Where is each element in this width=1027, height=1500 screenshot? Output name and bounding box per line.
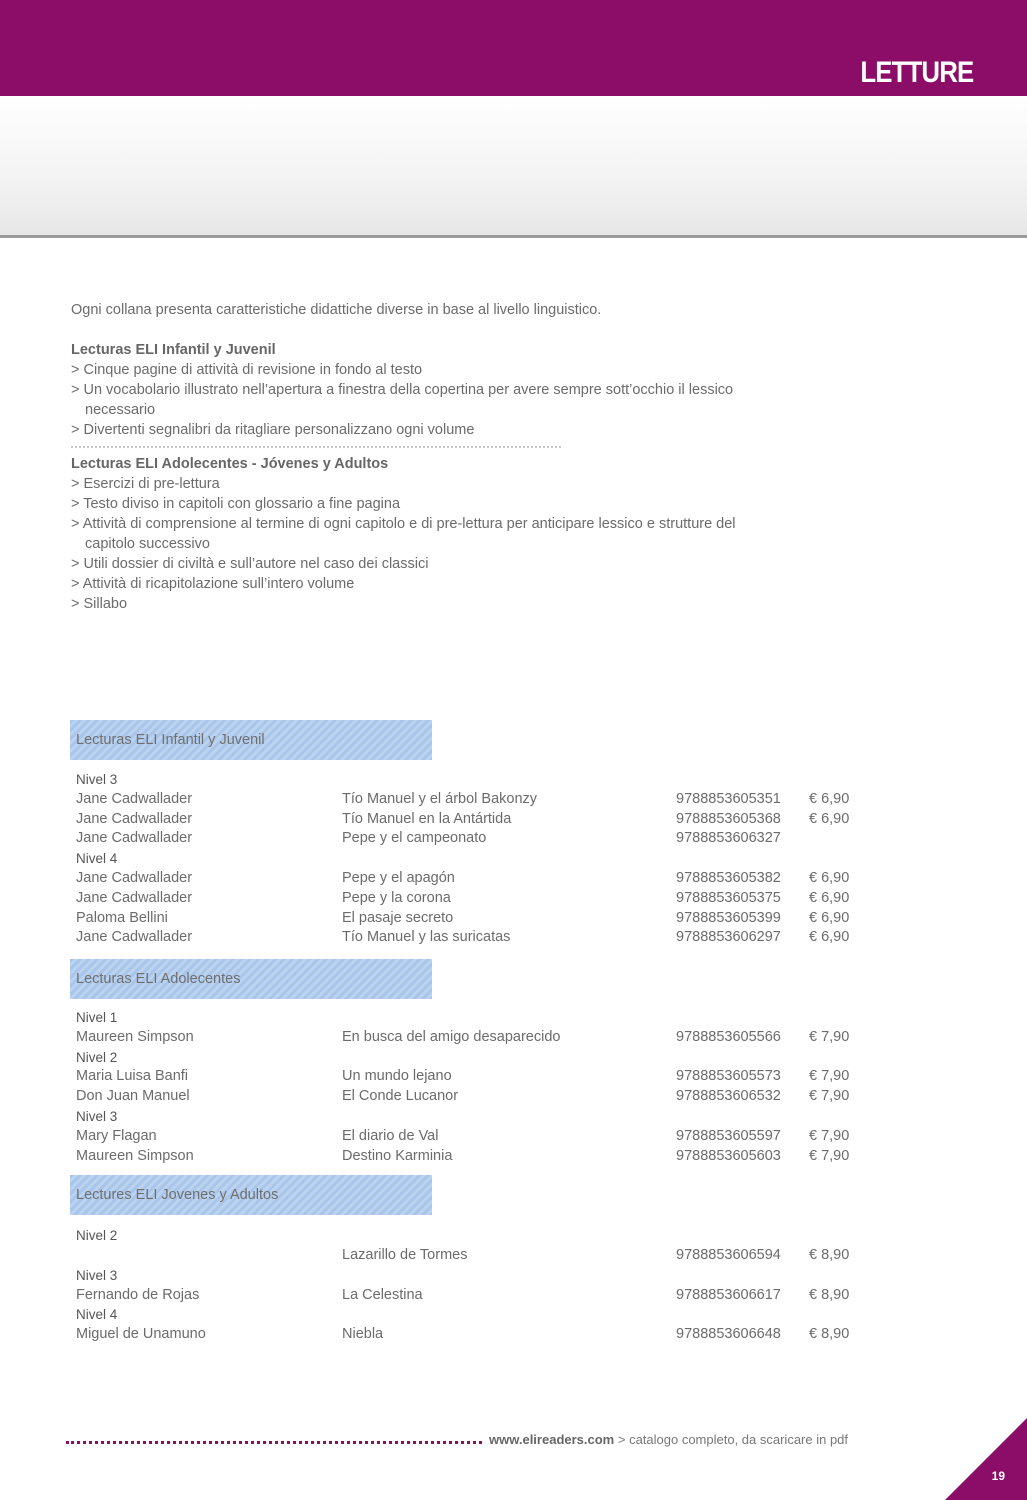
book-isbn: 9788853606532 xyxy=(676,1088,781,1105)
book-price: € 8,90 xyxy=(809,1286,850,1303)
feature-item: > Un vocabolario illustrato nell’apertura a finestra della copertina per avere sempre sott’occhio il lessico necessario xyxy=(71,382,734,418)
intro-block-title: Lecturas ELI Infantil y Juvenil xyxy=(71,342,276,358)
book-author: Maureen Simpson xyxy=(76,1028,194,1045)
book-title: Pepe y el campeonato xyxy=(342,830,487,847)
book-price: € 7,90 xyxy=(809,1088,850,1105)
level-label: Nivel 2 xyxy=(76,1049,118,1065)
book-isbn: 9788853606297 xyxy=(676,929,781,946)
footer-note: > catalogo completo, da scaricare in pdf xyxy=(614,1432,849,1447)
book-row xyxy=(76,909,896,929)
feature-item: > Attività di comprensione al termine di ogni capitolo e di pre-lettura per anticipare lessico e strutture del capitolo successivo xyxy=(71,516,736,552)
level-label: Nivel 1 xyxy=(76,1010,118,1025)
book-title: La Celestina xyxy=(342,1286,423,1303)
book-isbn: 9788853605573 xyxy=(676,1068,781,1085)
feature-item: > Cinque pagine di attività di revisione in fondo al testo xyxy=(71,362,423,378)
book-isbn: 9788853605603 xyxy=(676,1147,781,1164)
book-row xyxy=(76,928,896,948)
book-price: € 6,90 xyxy=(809,869,850,886)
book-title: El Conde Lucanor xyxy=(342,1088,459,1105)
book-row xyxy=(76,1325,896,1345)
book-price: € 7,90 xyxy=(809,1028,850,1045)
book-row xyxy=(76,1286,896,1306)
book-row xyxy=(76,790,896,810)
level-label: Nivel 4 xyxy=(76,851,118,867)
header-bar xyxy=(0,0,1027,96)
catalog-header: Lectures ELI Jovenes y Adultos xyxy=(70,1175,432,1215)
feature-list xyxy=(71,474,771,614)
book-title: Destino Karminia xyxy=(342,1147,453,1164)
catalog-list xyxy=(76,770,896,948)
level-label: Nivel 2 xyxy=(76,1228,118,1243)
catalog-header: Lecturas ELI Infantil y Juvenil xyxy=(70,720,432,760)
book-row xyxy=(76,889,896,909)
book-isbn: 9788853605382 xyxy=(676,869,781,886)
book-isbn: 9788853606648 xyxy=(676,1326,781,1343)
book-author: Maureen Simpson xyxy=(76,1147,194,1164)
book-price: € 7,90 xyxy=(809,1147,850,1164)
book-title: Tío Manuel en la Antártida xyxy=(342,810,512,827)
website-link[interactable]: www.elireaders.com xyxy=(489,1432,615,1447)
footer-text xyxy=(489,1432,848,1447)
catalog-header: Lecturas ELI Adolecentes xyxy=(70,959,432,999)
header-band xyxy=(0,96,1027,238)
book-price: € 7,90 xyxy=(809,1068,850,1085)
level-label: Nivel 3 xyxy=(76,1108,118,1124)
book-author: Jane Cadwallader xyxy=(76,790,193,807)
catalog-list xyxy=(76,1008,896,1166)
book-title: Pepe y la corona xyxy=(342,889,451,906)
level-label: Nivel 4 xyxy=(76,1307,118,1323)
section-title: LETTURE xyxy=(860,56,973,89)
book-author: Fernando de Rojas xyxy=(76,1286,200,1303)
book-author: Paloma Bellini xyxy=(76,909,168,926)
feature-item: > Sillabo xyxy=(71,596,128,612)
book-author: Maria Luisa Banfi xyxy=(76,1068,189,1085)
book-author: Jane Cadwallader xyxy=(76,929,193,946)
book-row xyxy=(76,1087,896,1107)
feature-item: > Divertenti segnalibri da ritagliare personalizzano ogni volume xyxy=(71,422,475,438)
book-isbn: 9788853605351 xyxy=(676,790,781,807)
book-title: El pasaje secreto xyxy=(342,909,454,926)
book-author: Jane Cadwallader xyxy=(76,830,193,847)
intro-text xyxy=(71,300,771,614)
book-title: En busca del amigo desaparecido xyxy=(342,1028,561,1045)
book-author: Jane Cadwallader xyxy=(76,889,193,906)
book-row xyxy=(76,829,896,849)
book-isbn: 9788853605399 xyxy=(676,909,781,926)
book-row xyxy=(76,1147,896,1167)
page-corner xyxy=(945,1418,1027,1500)
intro-lead: Ogni collana presenta caratteristiche didattiche diverse in base al livello linguistico. xyxy=(71,302,602,318)
feature-item: > Testo diviso in capitoli con glossario a fine pagina xyxy=(71,496,401,512)
book-isbn: 9788853605566 xyxy=(676,1028,781,1045)
footer-dotted-line xyxy=(66,1441,482,1444)
book-isbn: 9788853606617 xyxy=(676,1286,781,1303)
book-title: Tío Manuel y el árbol Bakonzy xyxy=(342,790,538,807)
book-row xyxy=(76,1246,896,1266)
book-row xyxy=(76,810,896,830)
catalog-list xyxy=(76,1226,896,1345)
book-isbn: 9788853605368 xyxy=(676,810,781,827)
level-label: Nivel 3 xyxy=(76,1267,118,1283)
dotted-divider xyxy=(71,446,561,448)
book-price: € 6,90 xyxy=(809,810,850,827)
book-price: € 6,90 xyxy=(809,929,850,946)
book-row xyxy=(76,1028,896,1048)
book-isbn: 9788853605597 xyxy=(676,1127,781,1144)
intro-block-title: Lecturas ELI Adolecentes - Jóvenes y Adultos xyxy=(71,456,389,472)
book-title: Lazarillo de Tormes xyxy=(342,1246,468,1263)
book-price: € 6,90 xyxy=(809,909,850,926)
book-isbn: 9788853606327 xyxy=(676,830,781,847)
book-row xyxy=(76,1067,896,1087)
book-row xyxy=(76,1127,896,1147)
book-price: € 7,90 xyxy=(809,1127,850,1144)
level-label: Nivel 3 xyxy=(76,772,118,787)
feature-item: > Esercizi di pre-lettura xyxy=(71,476,220,492)
book-price: € 6,90 xyxy=(809,889,850,906)
book-title: Niebla xyxy=(342,1326,384,1343)
feature-list xyxy=(71,360,771,440)
book-author: Jane Cadwallader xyxy=(76,869,193,886)
book-author: Mary Flagan xyxy=(76,1127,157,1144)
book-title: Tío Manuel y las suricatas xyxy=(342,929,511,946)
book-price: € 8,90 xyxy=(809,1246,850,1263)
book-title: El diario de Val xyxy=(342,1127,439,1144)
book-isbn: 9788853605375 xyxy=(676,889,781,906)
book-title: Un mundo lejano xyxy=(342,1068,452,1085)
feature-item: > Attività di ricapitolazione sull’intero volume xyxy=(71,576,355,592)
book-price: € 6,90 xyxy=(809,790,850,807)
book-row xyxy=(76,869,896,889)
book-title: Pepe y el apagón xyxy=(342,869,455,886)
book-price: € 8,90 xyxy=(809,1326,850,1343)
page-number: 19 xyxy=(991,1469,1005,1483)
book-isbn: 9788853606594 xyxy=(676,1246,781,1263)
book-author: Don Juan Manuel xyxy=(76,1088,190,1105)
book-author: Miguel de Unamuno xyxy=(76,1326,206,1343)
feature-item: > Utili dossier di civiltà e sull’autore nel caso dei classici xyxy=(71,556,429,572)
book-author: Jane Cadwallader xyxy=(76,810,193,827)
